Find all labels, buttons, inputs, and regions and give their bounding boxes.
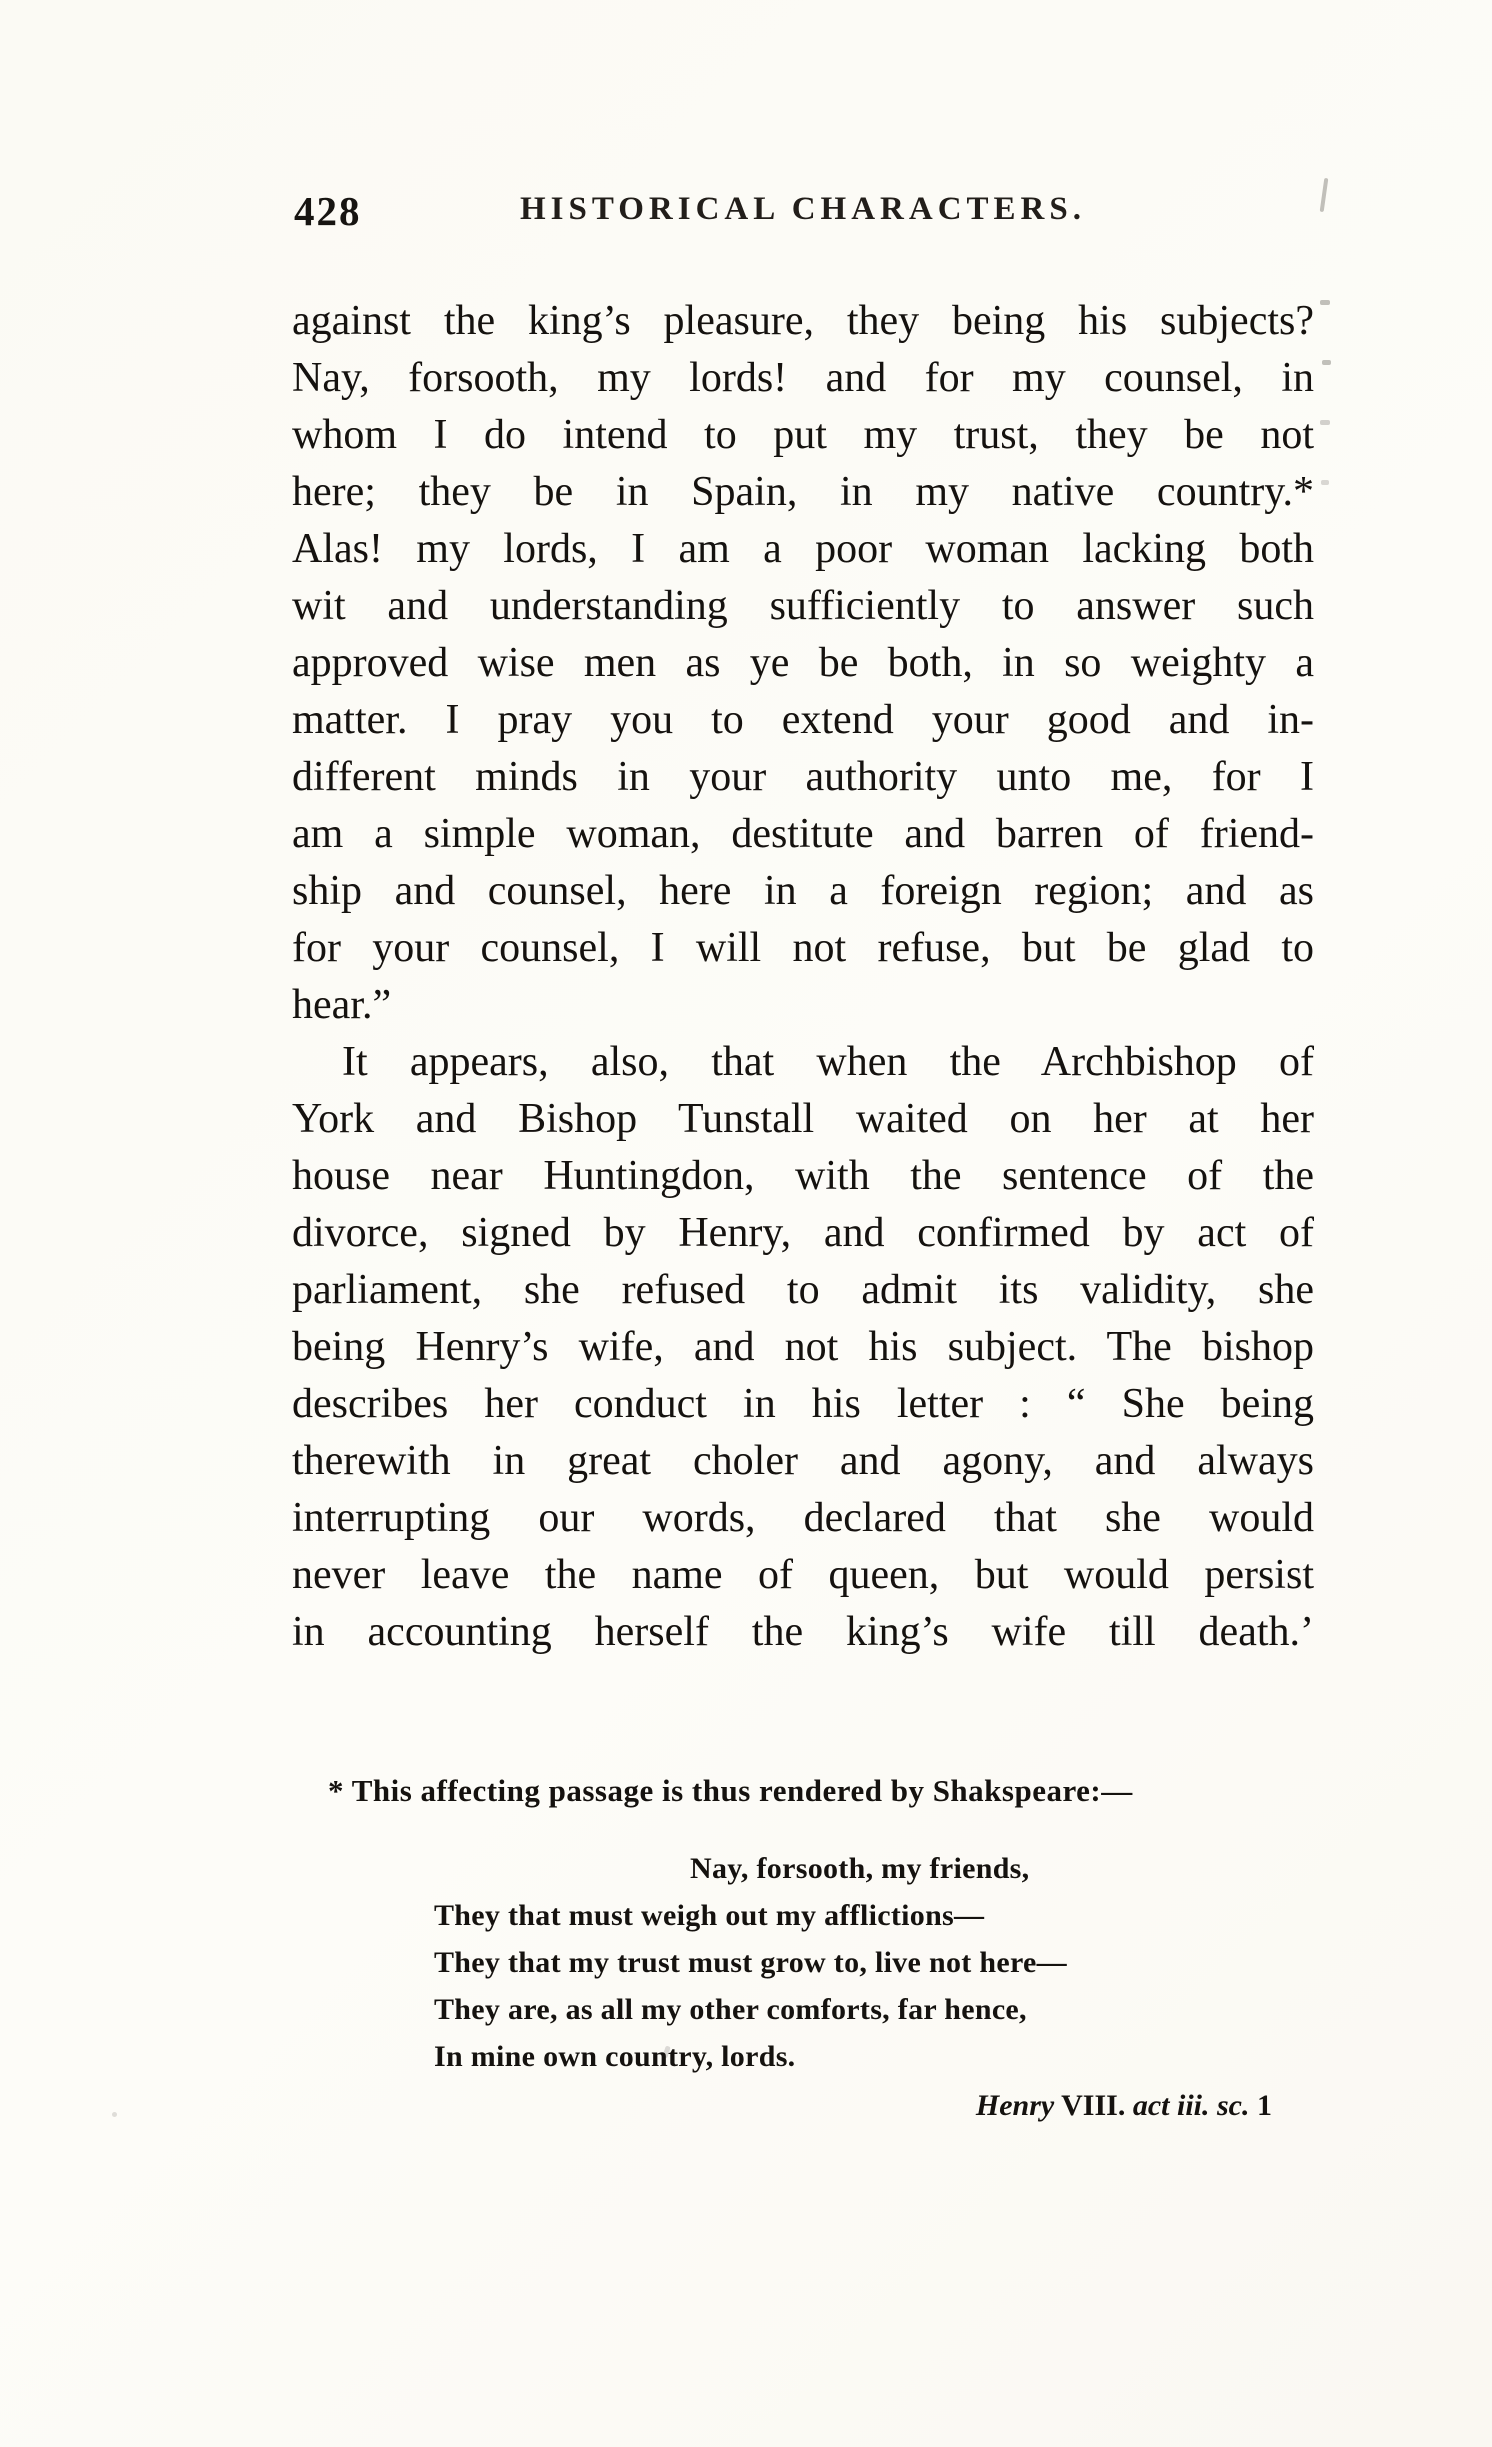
- verse-line: Nay, forsooth, my friends,: [690, 1852, 1030, 1885]
- body-text: [292, 293, 1314, 1661]
- attribution-scene: 1: [1249, 2089, 1272, 2122]
- text-line: against the king’s pleasure, they being his subjects?: [292, 298, 1314, 344]
- text-line: in accounting herself the king’s wife till death.’: [292, 1609, 1314, 1655]
- text-line: hear.”: [292, 982, 392, 1028]
- running-title: HISTORICAL CHARACTERS.: [519, 191, 1086, 227]
- verse-line: In mine own country, lords.: [434, 2040, 796, 2073]
- text-line: therewith in great choler and agony, and always: [292, 1438, 1314, 1484]
- scan-artifact: [112, 2112, 117, 2117]
- verse-line: They that my trust must grow to, live not here—: [434, 1946, 1067, 1979]
- page-header: [292, 185, 1314, 237]
- text-line: York and Bishop Tunstall waited on her at her: [292, 1096, 1314, 1142]
- footnote-intro: * This affecting passage is thus rendered by Shakspeare:—: [328, 1773, 1133, 1808]
- text-line: ship and counsel, here in a foreign region; and as: [292, 868, 1314, 914]
- scan-artifact: [1320, 420, 1330, 425]
- text-line: parliament, she refused to admit its validity, she: [292, 1267, 1314, 1313]
- text-line: interrupting our words, declared that she would: [292, 1495, 1314, 1541]
- text-line: house near Huntingdon, with the sentence of the: [292, 1153, 1314, 1199]
- footnote-attribution: [292, 2082, 1314, 2129]
- attribution-roman: VIII.: [1054, 2089, 1133, 2122]
- scan-artifact: [1322, 360, 1331, 365]
- scan-artifact: [1321, 480, 1329, 485]
- verse-line: They are, as all my other comforts, far hence,: [434, 1993, 1027, 2026]
- text-line: wit and understanding sufficiently to answer such: [292, 583, 1314, 629]
- attribution-work: Henry: [975, 2089, 1055, 2122]
- text-line: approved wise men as ye be both, in so weighty a: [292, 640, 1314, 686]
- text-line: being Henry’s wife, and not his subject. The bishop: [292, 1324, 1314, 1370]
- text-line: here; they be in Spain, in my native country.*: [292, 469, 1314, 515]
- text-block: [292, 185, 1314, 2129]
- text-line: never leave the name of queen, but would persist: [292, 1552, 1314, 1598]
- text-line: whom I do intend to put my trust, they be not: [292, 412, 1314, 458]
- text-line: am a simple woman, destitute and barren of friend-: [292, 811, 1314, 857]
- footnote: [292, 1773, 1314, 2129]
- scan-artifact: [1320, 300, 1330, 305]
- page-number: 428: [294, 188, 362, 234]
- text-line: for your counsel, I will not refuse, but be glad to: [292, 925, 1314, 971]
- text-line: Nay, forsooth, my lords! and for my counsel, in: [292, 355, 1314, 401]
- text-line: divorce, signed by Henry, and confirmed by act of: [292, 1210, 1314, 1256]
- verse-line: They that must weigh out my afflictions—: [434, 1899, 985, 1932]
- text-line: different minds in your authority unto me, for I: [292, 754, 1314, 800]
- text-line: It appears, also, that when the Archbishop of: [342, 1039, 1314, 1085]
- scan-artifact: [1320, 178, 1329, 212]
- text-line: describes her conduct in his letter : “ She being: [292, 1381, 1314, 1427]
- attribution-act: act iii. sc.: [1132, 2089, 1250, 2122]
- text-line: matter. I pray you to extend your good and in-: [292, 697, 1314, 743]
- text-line: Alas! my lords, I am a poor woman lacking both: [292, 526, 1314, 572]
- footnote-verse: [434, 1845, 1314, 2080]
